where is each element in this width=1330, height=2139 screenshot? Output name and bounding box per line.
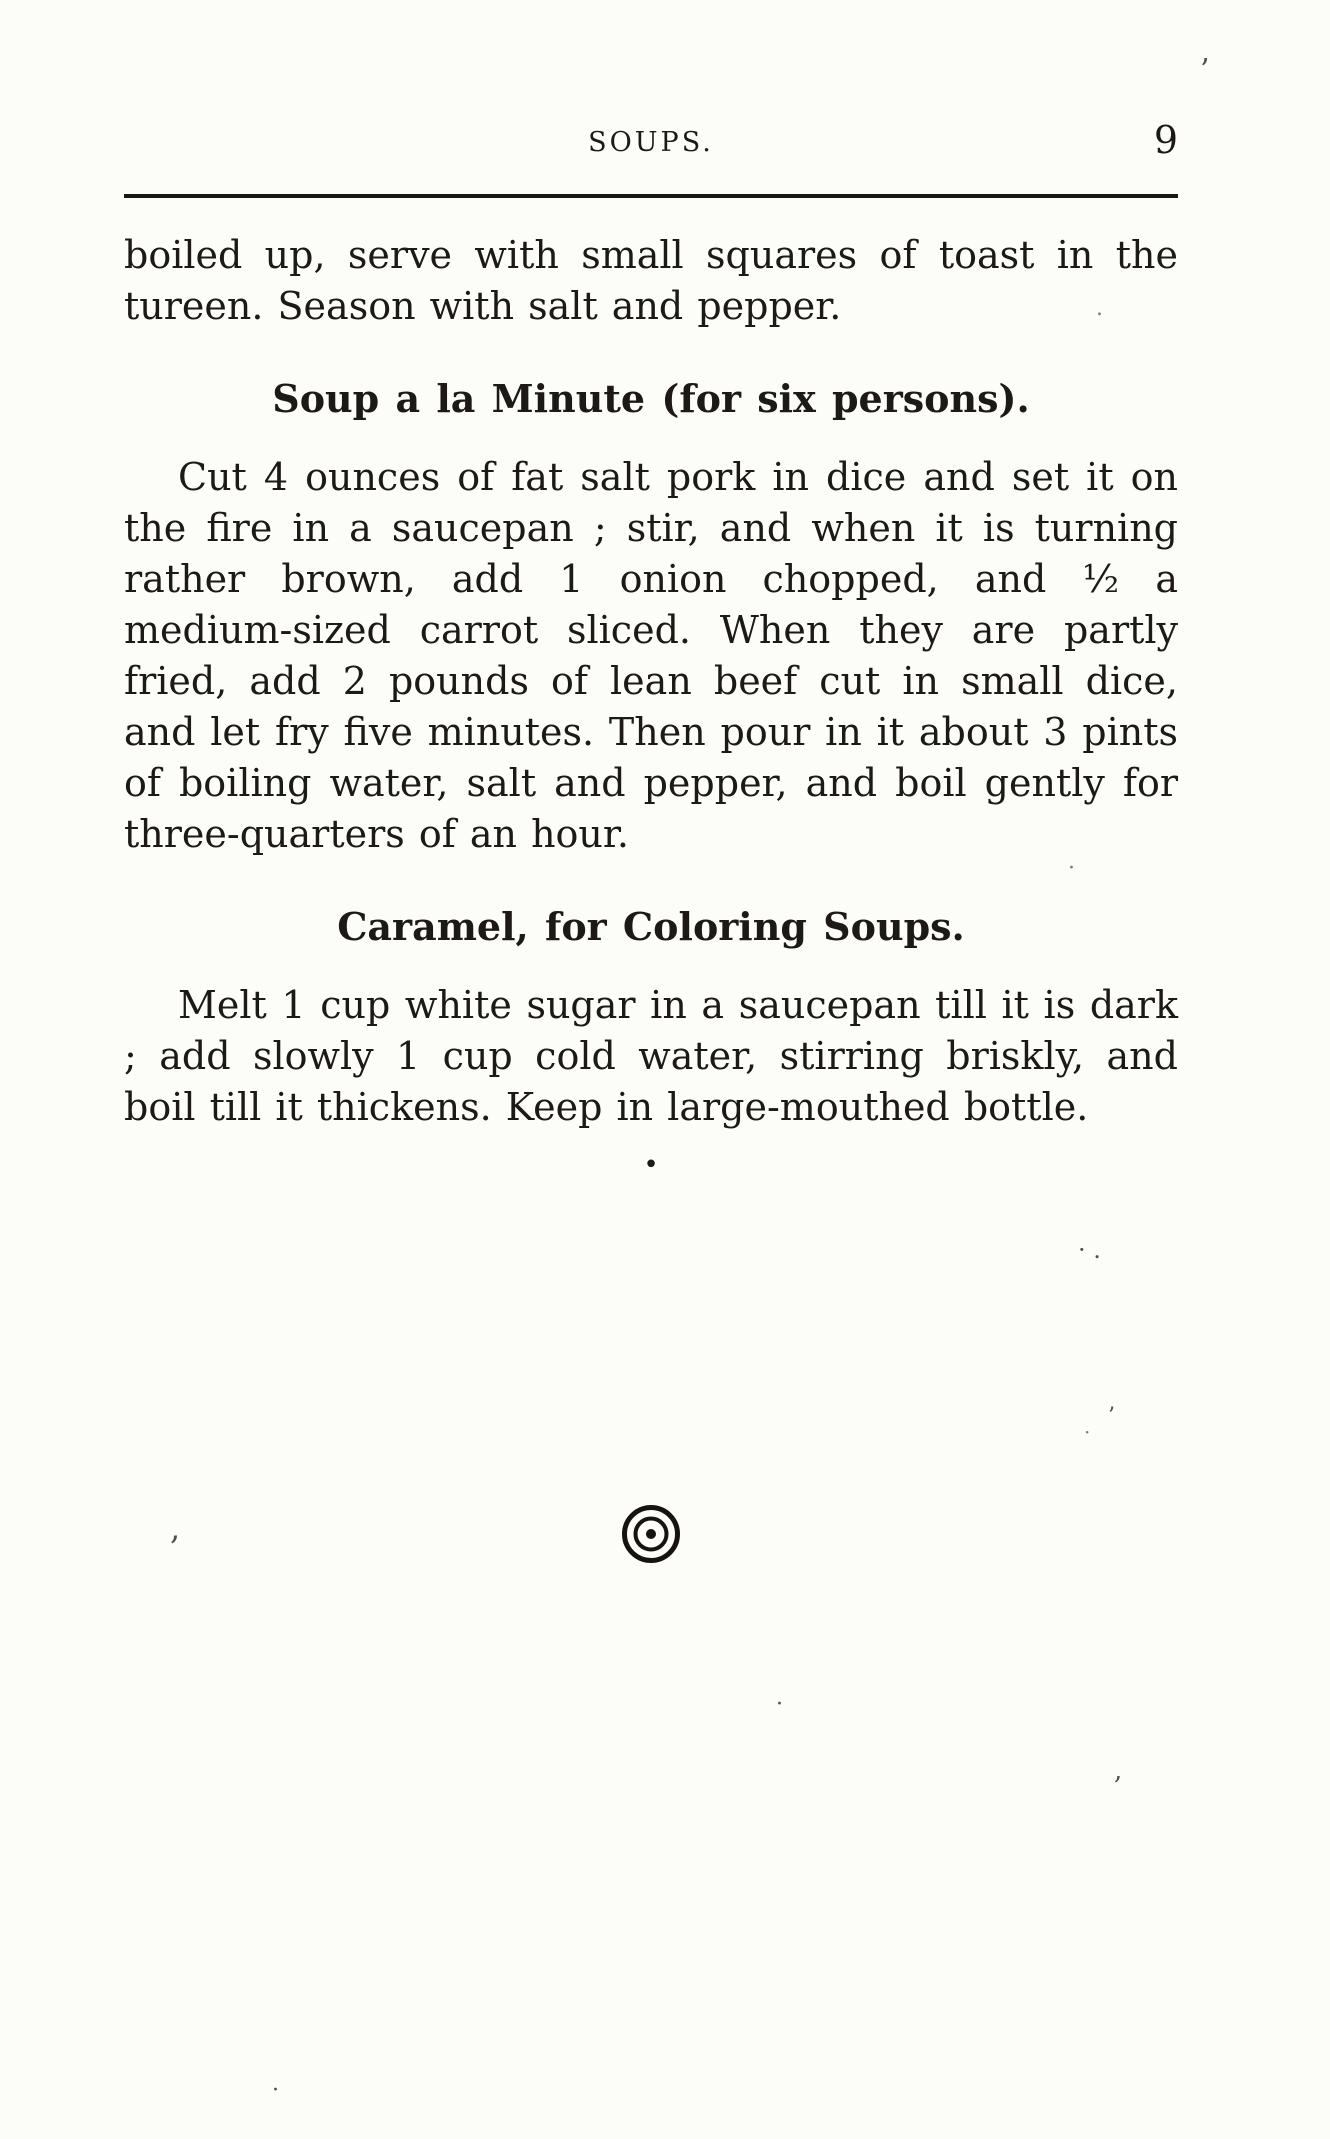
bullseye-ornament-icon [620, 1503, 682, 1565]
recipe-heading-caramel: Caramel, for Coloring Soups. [337, 904, 965, 949]
separator-dot: • [643, 1150, 659, 1180]
ornament-container [124, 1503, 1178, 1569]
scan-speck: , [1114, 1756, 1123, 1786]
scan-speck: · [272, 2078, 279, 2103]
recipe-heading-soup-a-la-minute: Soup a la Minute (for six persons). [272, 376, 1030, 421]
recipe-paragraph-caramel: Melt 1 cup white sugar in a saucepan till it is dark ; add slowly 1 cup cold water, stirring briskly, and boil till it thickens. Keep in large-mouthed bottle. [124, 983, 1178, 1129]
page-title: SOUPS. [588, 127, 714, 158]
scan-speck: · . [1078, 1236, 1101, 1264]
scan-speck: ’ [1200, 53, 1210, 88]
scan-speck: · [1068, 856, 1075, 881]
recipe-paragraph-soup-a-la-minute: Cut 4 ounces of fat salt pork in dice and set it on the fire in a saucepan ; stir, and when it is turning rather brown, add 1 onion chopped, and ½ a medium-sized carrot sliced. When they are partly fried, add 2 pounds of lean beef cut in small dice, and let fry five minutes. Then pour in it about 3 pints of boiling water, salt and pepper, and boil gently for three-quarters of an hour. [124, 455, 1178, 856]
scan-speck: , [170, 1509, 181, 1547]
page-number: 9 [1153, 118, 1178, 162]
scan-speck: ’ [1108, 1404, 1115, 1429]
scan-speck: . [1096, 296, 1103, 321]
scan-speck: · [1084, 1420, 1091, 1444]
scan-speck: · [776, 1692, 783, 1717]
paragraph-continuation: boiled up, serve with small squares of toast in the tureen. Season with salt and pepper. [124, 233, 1178, 328]
running-header [124, 118, 1178, 164]
header-rule [124, 194, 1178, 198]
